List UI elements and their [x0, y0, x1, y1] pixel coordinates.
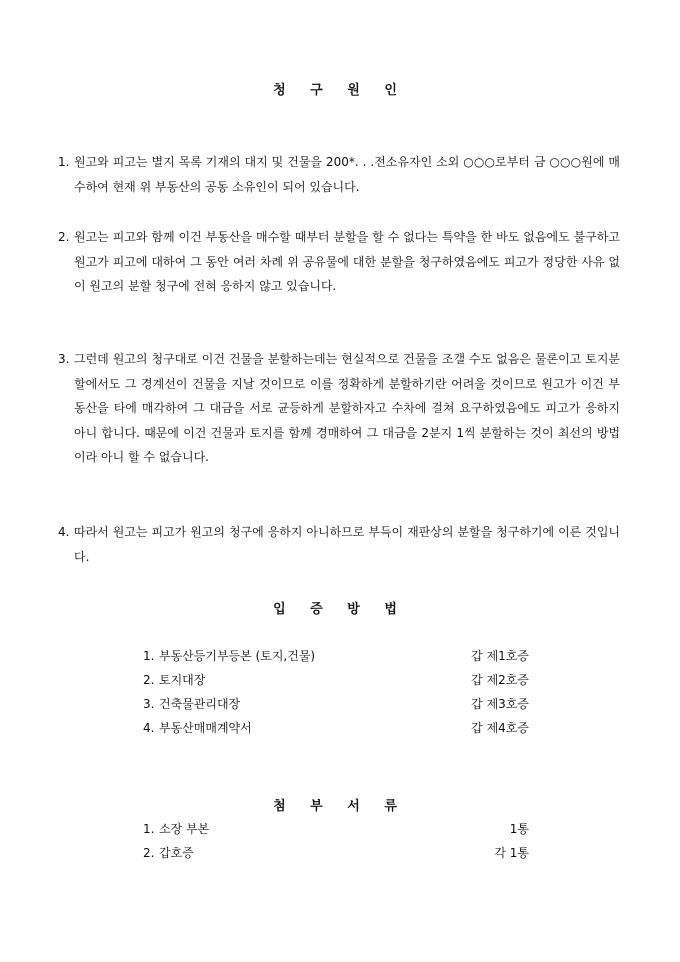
item-name: 갑호증 [159, 846, 194, 860]
cause-paragraph-3 [58, 347, 620, 470]
paragraph-text: 그런데 원고의 청구대로 이건 건물을 분할하는데는 현실적으로 건물을 조갤 수도 없음은 물론이고 토지분할에서도 그 경계선이 건물을 지날 것이므로 이를 정확하게 분할하기란 어려울 것이므로 원고가 이건 부동산을 타에 매각하여 그 대금을 서로 균등하게 분할하자고 수차에 걸쳐 요구하였음에도 피고가 응하지 아니 합니다. 때문에 이건 건물과 토지를 함께 경매하여 그 대금을 2분지 1씩 분할하는 것이 최선의 방법이라 아니 할 수 없습니다. [74, 352, 620, 464]
paragraph-text: 원고와 피고는 별지 목록 기재의 대지 및 건물을 200*. . .전소유자인 소외 ○○○로부터 금 ○○○원에 매수하여 현재 위 부동산의 공동 소유인이 되어 있습니다. [74, 155, 620, 194]
paragraph-number: 3. [58, 352, 70, 366]
evidence-heading: 입 증 방 법 [273, 602, 407, 617]
item-name: 부동산매매계약서 [159, 721, 252, 735]
item-name: 소장 부본 [159, 822, 210, 836]
item-number: 2. [143, 846, 155, 860]
item-count: 각 1통 [494, 846, 529, 860]
item-mark: 갑 제3호증 [471, 697, 529, 711]
item-name: 건축물관리대장 [159, 697, 241, 711]
cause-paragraph-4 [58, 520, 620, 569]
paragraph-number: 1. [58, 155, 70, 169]
evidence-item [143, 696, 529, 712]
evidence-item [143, 720, 529, 736]
paragraph-text: 따라서 원고는 피고가 원고의 청구에 응하지 아니하므로 부득이 재판상의 분할을 청구하기에 이른 것입니다. [74, 525, 620, 564]
attachments-heading: 첨 부 서 류 [273, 799, 407, 814]
cause-paragraph-1 [58, 150, 620, 199]
item-number: 1. [143, 649, 155, 663]
item-name: 토지대장 [159, 673, 206, 687]
item-mark: 갑 제1호증 [471, 649, 529, 663]
evidence-item [143, 648, 529, 664]
attachment-item [143, 821, 529, 837]
cause-heading: 청 구 원 인 [273, 83, 407, 98]
item-number: 2. [143, 673, 155, 687]
item-number: 3. [143, 697, 155, 711]
item-count: 1통 [509, 822, 529, 836]
cause-paragraph-2 [58, 225, 620, 299]
item-mark: 갑 제4호증 [471, 721, 529, 735]
paragraph-number: 4. [58, 525, 70, 539]
item-number: 4. [143, 721, 155, 735]
paragraph-number: 2. [58, 230, 70, 244]
item-mark: 갑 제2호증 [471, 673, 529, 687]
item-number: 1. [143, 822, 155, 836]
attachment-item [143, 845, 529, 861]
paragraph-text: 원고는 피고와 함께 이건 부동산을 매수할 때부터 분할을 할 수 없다는 특약을 한 바도 없음에도 불구하고 원고가 피고에 대하여 그 동안 여러 차례 위 공유물에 대한 분할을 청구하였음에도 피고가 정당한 사유 없이 원고의 분할 청구에 전혀 응하지 않고 있습니다. [74, 230, 620, 293]
item-name: 부동산등기부등본 (토지,건물) [159, 649, 316, 663]
evidence-item [143, 672, 529, 688]
